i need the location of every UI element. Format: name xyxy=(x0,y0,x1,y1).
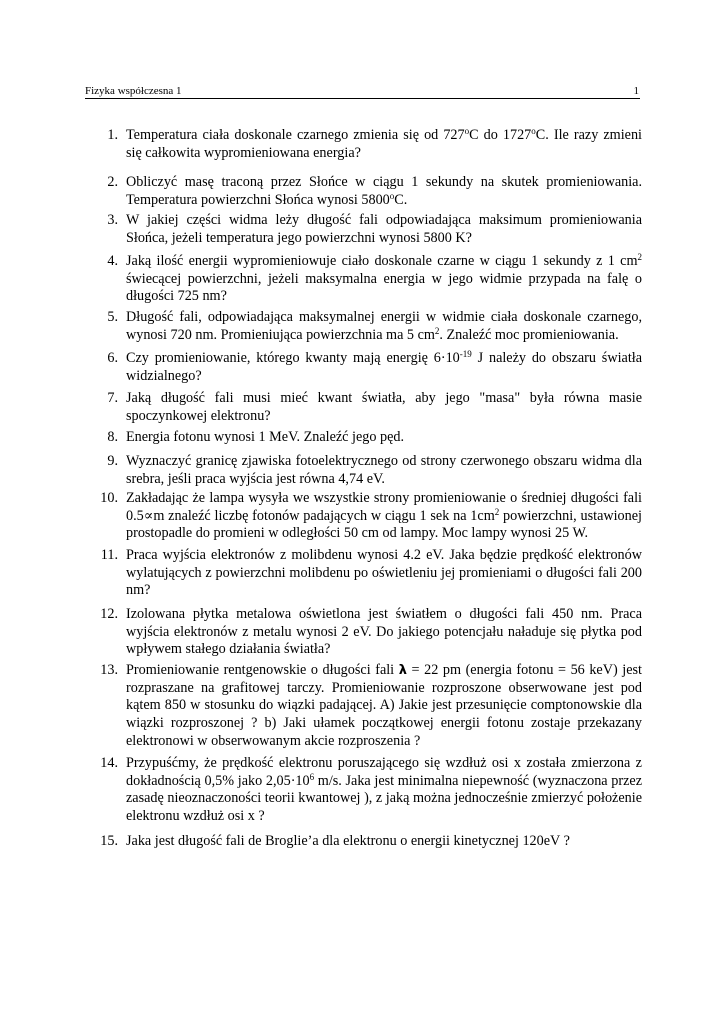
question-number: 11. xyxy=(100,547,118,563)
question-number: 10. xyxy=(100,490,118,506)
question-item xyxy=(100,662,642,751)
question-text: Długość fali, odpowiadająca maksymalnej energii w widmie ciała doskonale czarnego, wynosi 720 nm. Promieniująca powierzchnia ma 5 $cm^2$. Znaleźć moc promieniowania. xyxy=(126,309,642,343)
page-number: 1 xyxy=(633,85,639,97)
question-text: Obliczyć masę traconą przez Słońce w ciągu 1 sekundy na skutek promieniowania. Temperatura powierzchni Słońca wynosi 5800$^o$C. xyxy=(126,174,642,208)
question-number: 7. xyxy=(107,390,118,406)
question-text: Jaką długość fali musi mieć kwant światła, aby jego "masa" była równa masie spoczynkowej elektronu? xyxy=(126,390,642,424)
question-number: 14. xyxy=(100,755,118,771)
question-number: 3. xyxy=(107,212,118,228)
question-number: 9. xyxy=(107,453,118,469)
page-header xyxy=(85,86,640,99)
question-item xyxy=(107,390,642,425)
question-item xyxy=(100,833,642,851)
question-text: Temperatura ciała doskonale czarnego zmienia się od 727$^o$C do 1727$^o$C. Ile razy zmieni się całkowita wypromieniowana energia? xyxy=(126,126,642,161)
question-item xyxy=(107,126,642,162)
question-item xyxy=(107,174,642,209)
question-item xyxy=(107,429,642,447)
question-number: 8. xyxy=(107,429,118,445)
question-text: Izolowana płytka metalowa oświetlona jest światłem o długości fali 450 nm. Praca wyjścia elektronów z metalu wynosi 2 eV. Do jakiego potencjału naładuje się płytka pod wpływem stałego działania światła? xyxy=(126,606,642,658)
question-number: 13. xyxy=(100,662,118,678)
question-text: Wyznaczyć granicę zjawiska fotoelektrycznego od strony czerwonego obszaru widma dla srebra, jeśli praca wyjścia jest równa 4,74 eV. xyxy=(126,453,642,487)
question-item xyxy=(100,490,642,543)
question-item xyxy=(107,453,642,488)
question-number: 5. xyxy=(107,309,118,325)
lambda-symbol: λ xyxy=(398,663,407,678)
question-number: 12. xyxy=(100,606,118,622)
question-item xyxy=(100,755,642,826)
question-item xyxy=(107,309,642,344)
question-number: 1. xyxy=(107,127,118,143)
question-text: Jaka jest długość fali de Broglie’a dla elektronu o energii kinetycznej 120eV ? xyxy=(126,833,570,849)
question-text: Promieniowanie rentgenowskie o długości fali λ = 22 pm (energia fotonu = 56 keV) jest rozpraszane na grafitowej tarczy. Promieniowanie rozproszone obserwowane jest pod kątem 850 w stosunku do wiązki padającej. A) Jakie jest przesunięcie comptonowskie dla wiązki rozproszonej ? b) Jaki ułamek początkowej energii fotonu zostaje przekazany elektronowi w obserwowanym akcie rozproszenia ? xyxy=(126,662,642,749)
question-text: Jaką ilość energii wypromieniowuje ciało doskonale czarne w ciągu 1 sekundy z 1 $cm^2$ świecącej powierzchni, jeżeli maksymalna energia w jego widmie przypada na falę o długości 725 nm? xyxy=(126,252,642,305)
question-number: 15. xyxy=(100,833,118,849)
question-text: Czy promieniowanie, którego kwanty mają energię $6\cdot 10^{-19}$ J należy do obszaru światła widzialnego? xyxy=(126,349,642,384)
question-item xyxy=(107,212,642,247)
question-text: W jakiej części widma leży długość fali odpowiadająca maksimum promieniowania Słońca, jeżeli temperatura jego powierzchni wynosi 5800 K? xyxy=(126,212,642,246)
question-text: Przypuśćmy, że prędkość elektronu poruszającego się wzdłuż osi x została zmierzona z dokładnością 0,5% jako $2,05\cdot 10^6$ m/s. Jaka jest minimalna niepewność (wyznaczona przez zasadę nieoznaczoności teorii kwantowej ), z jaką można jednocześnie zmierzyć położenie elektronu wzdłuż osi x ? xyxy=(126,755,642,825)
question-text: Zakładając że lampa wysyła we wszystkie strony promieniowanie o średniej długości fali 0.5∝m znaleźć liczbę fotonów padających w ciągu 1 sek na $1cm^2$ powierzchni, ustawionej prostopadle do promieni w odległości 50 cm od lampy. Moc lampy wynosi 25 W. xyxy=(126,490,642,542)
question-number: 4. xyxy=(107,253,118,269)
question-item xyxy=(107,252,642,306)
question-text: Energia fotonu wynosi 1 MeV. Znaleźć jego pęd. xyxy=(126,429,405,445)
question-number: 6. xyxy=(107,350,118,366)
question-item xyxy=(107,349,642,385)
question-item xyxy=(100,606,642,659)
question-item xyxy=(100,547,642,600)
question-text: Praca wyjścia elektronów z molibdenu wynosi 4.2 eV. Jaka będzie prędkość elektronów wylatujących z powierzchni molibdenu po oświetleniu jej promieniami o długości fali 200 nm? xyxy=(126,547,642,599)
question-number: 2. xyxy=(107,174,118,190)
header-title: Fizyka współczesna 1 xyxy=(85,85,182,97)
